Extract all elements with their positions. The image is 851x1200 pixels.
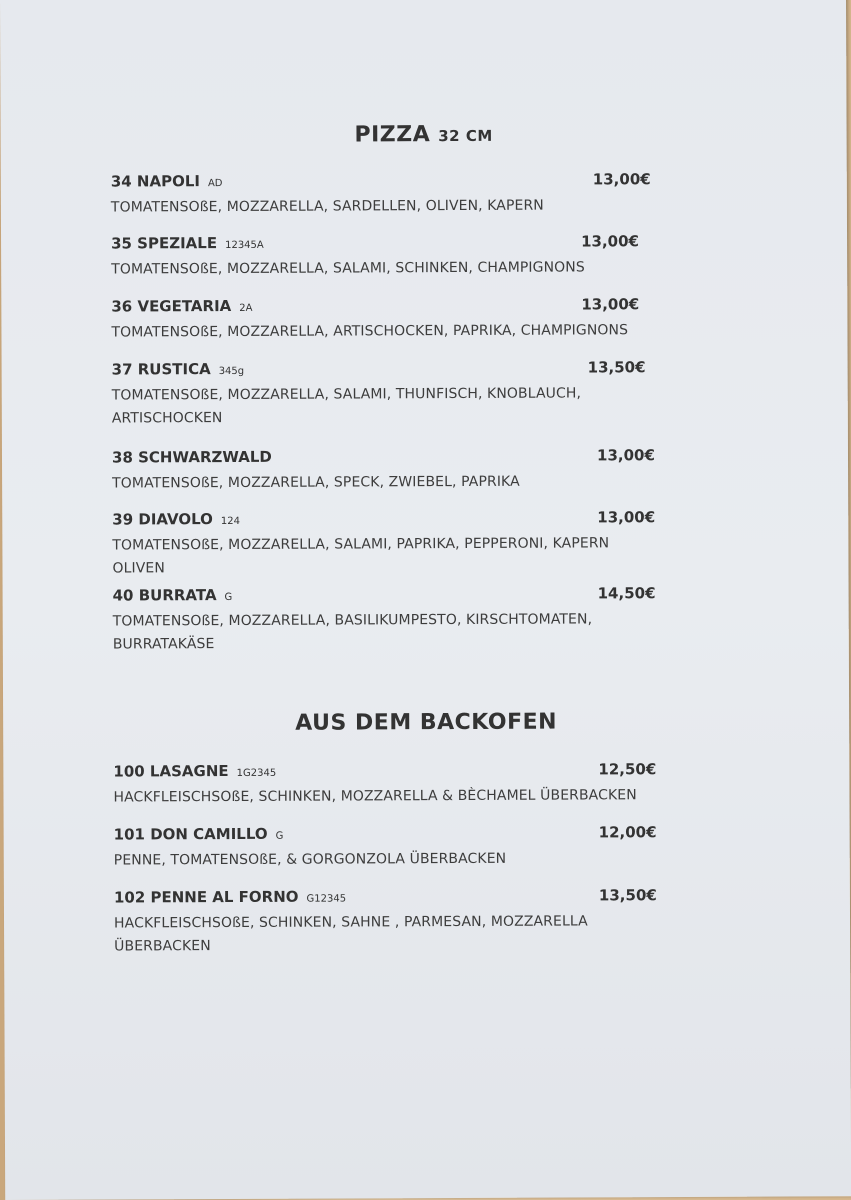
item-price: 12,50€ (598, 760, 657, 779)
item-name: 101 DON CAMILLO G (113, 824, 284, 844)
item-price: 13,00€ (592, 170, 651, 189)
allergen-codes: 2A (239, 302, 253, 314)
menu-item-speziale (111, 232, 671, 281)
item-name: 37 RUSTICA 345g (111, 360, 245, 379)
menu-item-lasagne (113, 760, 673, 809)
item-name: 38 SCHWARZWALD (111, 447, 272, 467)
allergen-codes: 12345A (225, 239, 264, 252)
item-price: 12,00€ (598, 823, 657, 842)
backofen-section-title: AUS DEM BACKOFEN (295, 709, 558, 736)
item-description-cont: ARTISCHOCKEN (111, 410, 223, 427)
item-description: HACKFLEISCHSOßE, SCHINKEN, SAHNE , PARMESAN, MOZZARELLA (113, 913, 588, 932)
menu-item-penne-al-forno (114, 886, 674, 958)
item-description-cont: BURRATAKÄSE (112, 636, 215, 653)
allergen-codes: 345g (218, 365, 245, 378)
allergen-codes: G (224, 591, 233, 604)
allergen-codes: AD (207, 178, 223, 190)
item-description: TOMATENSOßE, MOZZARELLA, ARTISCHOCKEN, PAPRIKA, CHAMPIGNONS (111, 322, 629, 341)
pizza-size: 32 CM (438, 126, 493, 146)
item-price: 13,00€ (597, 508, 656, 527)
item-name: 35 SPEZIALE 12345A (111, 234, 264, 253)
allergen-codes: G (275, 830, 284, 842)
pizza-title: PIZZA (354, 122, 431, 148)
item-description: TOMATENSOßE, MOZZARELLA, SALAMI, PAPRIKA, PEPPERONI, KAPERN (112, 535, 610, 554)
item-name: 100 LASAGNE 1G2345 (113, 762, 277, 781)
item-description: TOMATENSOßE, MOZZARELLA, SPECK, ZWIEBEL, PAPRIKA (112, 473, 520, 492)
allergen-codes: G12345 (306, 893, 347, 905)
item-name: 39 DIAVOLO 124 (112, 510, 240, 529)
item-description-cont: ÜBERBACKEN (114, 938, 211, 955)
item-price: 13,00€ (581, 232, 639, 251)
item-description: TOMATENSOßE, MOZZARELLA, SARDELLEN, OLIVEN, KAPERN (110, 197, 544, 216)
menu-item-vegetaria (111, 295, 671, 344)
allergen-codes: 124 (220, 515, 240, 528)
item-description: TOMATENSOßE, MOZZARELLA, BASILIKUMPESTO, KIRSCHTOMATEN, (112, 611, 593, 630)
menu-item-don-camillo (114, 823, 674, 872)
item-price: 13,00€ (581, 295, 640, 314)
menu-item-diavolo (112, 508, 672, 580)
item-name: 36 VEGETARIA 2A (111, 296, 253, 316)
item-description-cont: OLIVEN (112, 560, 165, 577)
item-price: 14,50€ (597, 584, 656, 603)
item-name: 40 BURRATA G (112, 586, 233, 605)
pizza-section-title (1, 120, 847, 149)
item-price: 13,50€ (598, 886, 657, 905)
item-description: TOMATENSOßE, MOZZARELLA, SALAMI, THUNFISCH, KNOBLAUCH, (111, 385, 582, 404)
item-description: HACKFLEISCHSOßE, SCHINKEN, MOZZARELLA & BÈCHAMEL ÜBERBACKEN (113, 787, 637, 806)
allergen-codes: 1G2345 (236, 767, 277, 779)
menu-item-schwarzwald (112, 446, 672, 495)
menu-item-napoli (111, 170, 671, 219)
item-price: 13,00€ (596, 446, 655, 465)
item-description: TOMATENSOßE, MOZZARELLA, SALAMI, SCHINKEN, CHAMPIGNONS (111, 259, 585, 278)
item-name: 34 NAPOLI AD (110, 172, 223, 191)
item-price: 13,50€ (587, 358, 646, 377)
item-description: PENNE, TOMATENSOßE, & GORGONZOLA ÜBERBACKEN (113, 850, 507, 869)
menu-item-burrata (113, 584, 673, 656)
menu-item-rustica (112, 358, 672, 430)
item-name: 102 PENNE AL FORNO G12345 (113, 887, 347, 907)
